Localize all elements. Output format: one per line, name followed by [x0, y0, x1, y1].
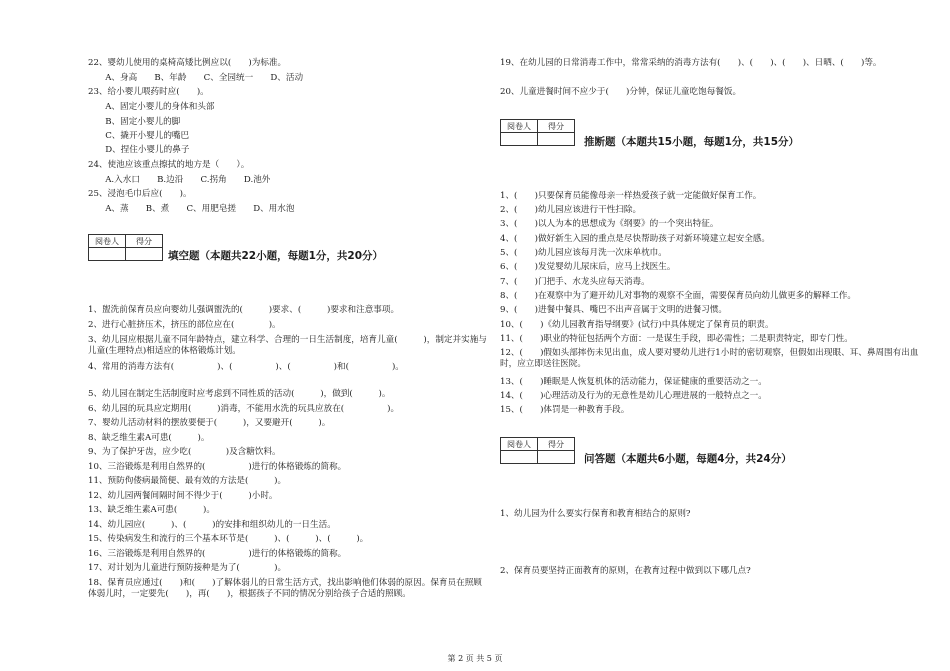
score-box-empty-cell [89, 248, 126, 261]
question-23-option-c: C、撬开小婴儿的嘴巴 [88, 131, 190, 141]
fill-item-16: 16、三浴锻炼是利用自然界的( )进行的体格锻炼的简称。 [88, 549, 347, 559]
fill-item-11: 11、预防佝偻病最简便、最有效的方法是( )。 [88, 476, 287, 486]
judge-item-2: 2、( )幼儿园应该进行干性扫除。 [500, 205, 642, 215]
fill-item-18: 18、保育员应通过( )和( )了解体弱儿的日常生活方式，找出影响他们体弱的原因。保育员在照顾体弱儿时，一定要先( )，再( )，根据孩子不同的情况分别给孩子合适的照顾。 [88, 578, 482, 599]
fill-item-6: 6、幼儿园的玩具应定期用( )消毒，不能用水洗的玩具应放在( )。 [88, 404, 400, 414]
judgment-heading: 推断题（本题共15小题，每题1分，共15分） [584, 136, 800, 148]
fill-item-13: 13、缺乏维生素A可患( )。 [88, 505, 215, 515]
score-box-label: 阅卷人 [501, 438, 538, 451]
fill-item-7: 7、婴幼儿活动材料的摆放要便于( )，又要避开( )。 [88, 418, 331, 428]
question-25: 25、浸泡毛巾后应( )。 [88, 189, 192, 199]
question-22: 22、婴幼儿使用的桌椅高矮比例应以( )为标准。 [88, 58, 287, 68]
score-box-qa [500, 437, 575, 464]
score-box-empty-cell [538, 451, 575, 464]
fill-item-9: 9、为了保护牙齿，应少吃( )及含糖饮料。 [88, 447, 281, 457]
question-23: 23、给小婴儿喂药时应( )。 [88, 87, 209, 97]
judge-item-3: 3、( )以人为本的思想成为《纲要》的一个突出特征。 [500, 219, 719, 229]
judge-item-4: 4、( )做好新生入园的重点是尽快帮助孩子对新环境建立起安全感。 [500, 234, 770, 244]
fill-item-4: 4、常用的消毒方法有( )、( )、( )和( )。 [88, 362, 404, 372]
judge-item-6: 6、( )发觉婴幼儿尿床后，应马上找医生。 [500, 262, 676, 272]
question-24: 24、使池应该重点擦拭的地方是（ ）。 [88, 160, 250, 170]
judge-item-12: 12、( )假如头部摔伤未见出血，成人要对婴幼儿进行1小时的密切观察，但假如出现眼、耳、鼻周围有出血时，应立即送往医院。 [500, 348, 919, 369]
fill-item-10: 10、三浴锻炼是利用自然界的( )进行的体格锻炼的简称。 [88, 462, 347, 472]
judge-item-11: 11、( )职业的特征包括两个方面：一是谋生手段，即必需性；二是职责特定，即专门性。 [500, 334, 853, 344]
fill-item-2: 2、进行心脏挤压术，挤压的部位应在( )。 [88, 320, 281, 330]
fill-item-1: 1、盥洗前保育员应向婴幼儿强调盥洗的( )要求、( )要求和注意事项。 [88, 305, 400, 315]
qa-heading: 问答题（本题共6小题，每题4分，共24分） [584, 453, 792, 465]
fill-item-12: 12、幼儿园两餐间隔时间不得少于( )小时。 [88, 491, 278, 501]
judge-item-7: 7、( )门把手、水龙头应每天消毒。 [500, 277, 650, 287]
judge-item-1: 1、( )只要保育员能像母亲一样热爱孩子就一定能做好保育工作。 [500, 191, 762, 201]
fill-item-15: 15、传染病发生和流行的三个基本环节是( )、( )、( )。 [88, 534, 369, 544]
question-23-option-d: D、捏住小婴儿的鼻子 [88, 145, 190, 155]
qa-item-1: 1、幼儿园为什么要实行保育和教育相结合的原则? [500, 509, 691, 519]
score-box-label: 阅卷人 [89, 235, 126, 248]
qa-item-2: 2、保育员要坚持正面教育的原则，在教育过程中做到以下哪几点? [500, 566, 751, 576]
score-box-score-label: 得分 [126, 235, 163, 248]
fill-item-17: 17、对计划为儿童进行预防接种是为了( )。 [88, 563, 287, 573]
score-box-judge [500, 119, 575, 146]
judge-item-8: 8、( )在观察中为了避开幼儿对事物的观察不全面，需要保育员向幼儿做更多的解释工作。 [500, 291, 856, 301]
judge-item-9: 9、( )进餐中餐具、嘴巴不出声音属于文明的进餐习惯。 [500, 305, 728, 315]
fill-item-20: 20、儿童进餐时间不应少于( )分钟，保证儿童吃饱每餐饭。 [500, 87, 742, 97]
score-box-empty-cell [126, 248, 163, 261]
page-footer: 第 2 页 共 5 页 [447, 654, 503, 663]
fill-item-5: 5、幼儿园在制定生活制度时应考虑到不同性质的活动( )，做到( )。 [88, 389, 391, 399]
judge-item-10: 10、( )《幼儿园教育指导纲要》(试行)中具体规定了保育员的职责。 [500, 320, 774, 330]
score-box-empty-cell [538, 133, 575, 146]
question-24-options: A.入水口 B.边沿 C.拐角 D.池外 [88, 175, 271, 185]
fill-item-3: 3、幼儿园应根据儿童不同年龄特点，建立科学、合理的一日生活制度，培育儿童( )，制定并实施与儿童(生理特点)相适应的体格锻炼计划。 [88, 335, 487, 356]
fill-item-8: 8、缺乏维生素A可患( )。 [88, 433, 210, 443]
fill-blank-heading: 填空题（本题共22小题，每题1分，共20分） [168, 250, 384, 262]
judge-item-5: 5、( )幼儿园应该每月洗一次床单枕巾。 [500, 248, 667, 258]
judge-item-13: 13、( )睡眠是人恢复机体的活动能力，保证健康的重要活动之一。 [500, 377, 767, 387]
score-box-score-label: 得分 [538, 438, 575, 451]
score-box-empty-cell [501, 133, 538, 146]
question-23-option-a: A、固定小婴儿的身体和头部 [88, 102, 215, 112]
question-22-options: A、身高 B、年龄 C、全园统一 D、活动 [88, 73, 304, 83]
fill-item-14: 14、幼儿园应( )、( )的安排和组织幼儿的一日生活。 [88, 520, 336, 530]
score-box-score-label: 得分 [538, 120, 575, 133]
judge-item-15: 15、( )体罚是一种教育手段。 [500, 405, 630, 415]
score-box-fill [88, 234, 163, 261]
score-box-empty-cell [501, 451, 538, 464]
fill-item-19: 19、在幼儿园的日常消毒工作中，常常采纳的消毒方法有( )、( )、( )、日晒、( )等。 [500, 58, 882, 68]
question-23-option-b: B、固定小婴儿的脚 [88, 117, 181, 127]
judge-item-14: 14、( )心理活动及行为的无意性是幼儿心理进展的一般特点之一。 [500, 391, 767, 401]
question-25-options: A、蒸 B、煮 C、用肥皂搓 D、用水泡 [88, 204, 295, 214]
score-box-label: 阅卷人 [501, 120, 538, 133]
